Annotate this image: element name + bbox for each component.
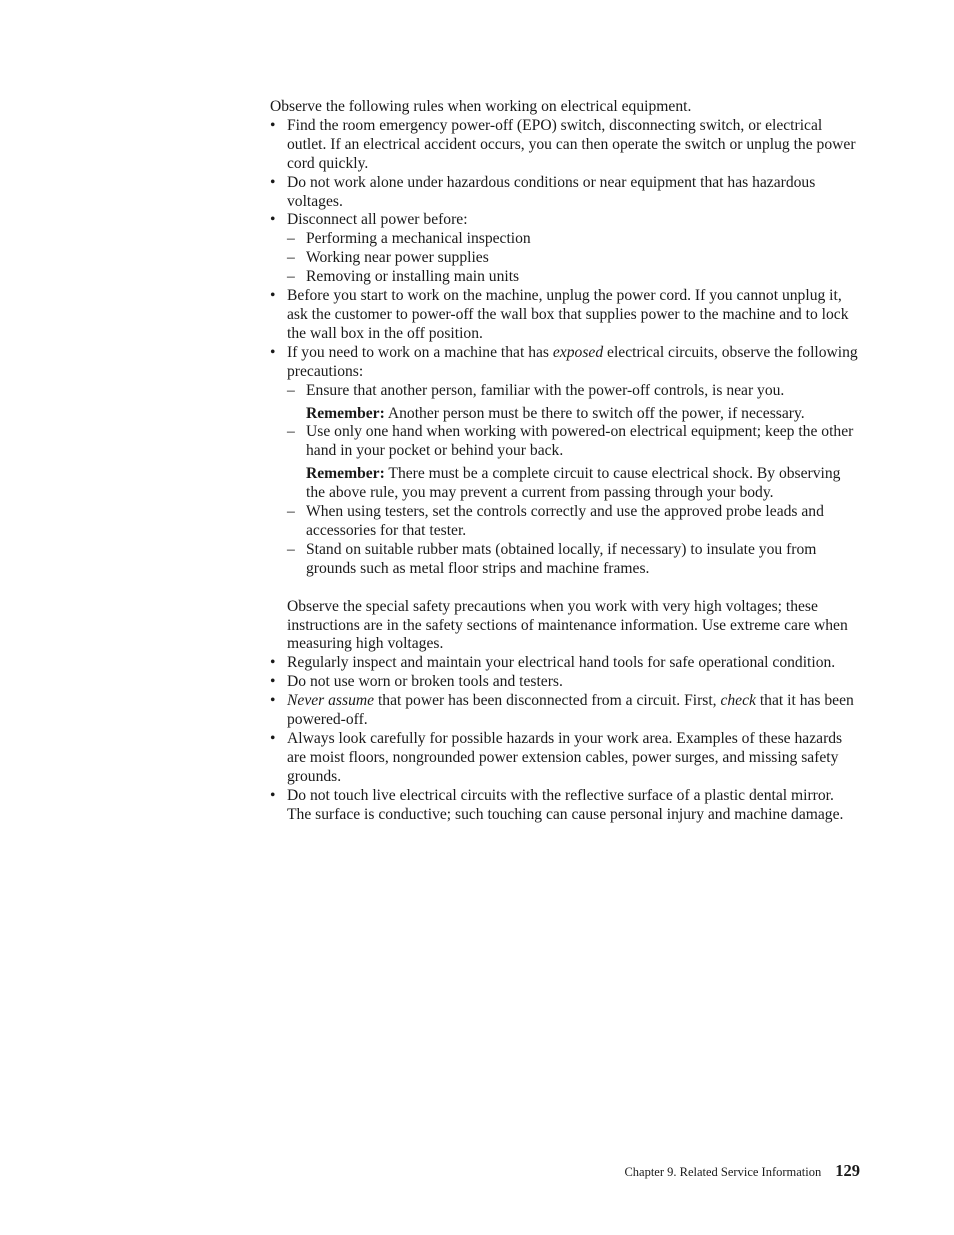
dash-icon: – [287,503,295,521]
bullet-icon: • [270,786,276,804]
safety-rules-list-continued [270,654,860,824]
bullet-icon: • [270,173,276,191]
precautions-sublist [287,382,860,579]
sub-item-text: Removing or installing main units [306,268,520,286]
emphasis-check: check [720,692,756,710]
rule-look-for-hazards: Always look carefully for possible hazards in your work area. Examples of these hazards are moist floors, nongrounded power extension cables, power surges, and missing safety grounds. [287,730,843,785]
sub-list-item [287,541,860,579]
sub-item-text: Performing a mechanical inspection [306,230,531,248]
rule-dental-mirror: Do not touch live electrical circuits with the reflective surface of a plastic dental mirror. The surface is conductive; such touching can cause personal injury and machine damage. [287,786,844,823]
rule-text: that power has been disconnected from a circuit. First, [374,692,721,710]
remember-label: Remember: [306,465,385,483]
rule-exposed-circuits [287,344,858,380]
remember-note [306,465,860,503]
emphasis-never-assume: Never assume [287,692,375,710]
rule-text: that it has been powered-off. [287,692,854,729]
sub-item-text: Use only one hand when working with powered-on electrical equipment; keep the other hand in your pocket or behind your back. [306,423,854,460]
sub-item-text: Working near power supplies [306,249,489,267]
bullet-icon: • [270,673,276,691]
bullet-icon: • [270,730,276,747]
chapter-title: Chapter 9. Related Service Information [624,1165,822,1179]
remember-note [306,405,860,424]
list-item [270,654,860,673]
remember-text: Another person must be there to switch off the power, if necessary. [384,404,805,422]
rule-never-assume [287,692,854,728]
remember-text: There must be a complete circuit to cause electrical shock. By observing the above rule, you may prevent a current from passing through your body. [306,465,841,502]
dash-icon: – [287,381,295,399]
sub-list-item [287,382,860,424]
sub-list-item [287,503,860,541]
rule-do-not-work-alone: Do not work alone under hazardous conditions or near equipment that has hazardous voltages. [287,173,816,210]
list-item [270,692,860,730]
list-item [270,287,860,344]
remember-label: Remember: [306,404,385,422]
bullet-icon: • [270,343,276,361]
rule-disconnect-power: Disconnect all power before: [287,211,468,229]
rule-inspect-tools: Regularly inspect and maintain your electrical hand tools for safe operational condition. [287,654,836,672]
sub-list-item [287,423,860,503]
list-item [270,117,860,174]
sub-item-text: Ensure that another person, familiar with the power-off controls, is near you. [306,381,785,399]
dash-icon: – [287,230,295,248]
rule-text: electrical circuits, observe the following precautions: [287,343,858,380]
list-item [270,787,860,825]
bullet-icon: • [270,116,276,134]
sub-item-text: When using testers, set the controls correctly and use the approved probe leads and accessories for that tester. [306,503,824,539]
rule-no-broken-tools: Do not use worn or broken tools and testers. [287,673,563,691]
list-item [270,344,860,579]
bullet-icon: • [270,211,276,229]
intro-paragraph: Observe the following rules when working on electrical equipment. [270,98,692,115]
dash-icon: – [287,249,295,267]
dash-icon: – [287,540,295,558]
bullet-icon: • [270,692,276,710]
rule-unplug-power-cord: Before you start to work on the machine, unplug the power cord. If you cannot unplug it, ask the customer to power-off the wall box that supplies power to the machine and to lock the wall box in the off position. [287,287,849,342]
sub-list-item [287,268,860,287]
list-item [270,174,860,212]
sub-item-text: Stand on suitable rubber mats (obtained locally, if necessary) to insulate you from grounds such as metal floor strips and machine frames. [306,540,817,577]
page-body [270,98,860,825]
list-item [270,673,860,692]
page-number: 129 [835,1161,860,1180]
bullet-icon: • [270,654,276,672]
page-footer [0,1162,860,1182]
sub-list-item [287,230,860,249]
rule-text: If you need to work on a machine that has [287,343,553,361]
emphasis-exposed: exposed [552,343,604,361]
high-voltage-paragraph: Observe the special safety precautions when you work with very high voltages; these instructions are in the safety sections of maintenance information. Use extreme care when measuring high voltages. [287,597,848,653]
disconnect-sublist [287,230,860,287]
sub-list-item [287,249,860,268]
list-item [270,211,860,287]
safety-rules-list [270,117,860,579]
dash-icon: – [287,423,295,441]
rule-epo-switch: Find the room emergency power-off (EPO) switch, disconnecting switch, or electrical outlet. If an electrical accident occurs, you can then operate the switch or unplug the power cord quickly. [287,116,856,172]
list-item [270,730,860,787]
bullet-icon: • [270,287,276,305]
dash-icon: – [287,268,295,286]
